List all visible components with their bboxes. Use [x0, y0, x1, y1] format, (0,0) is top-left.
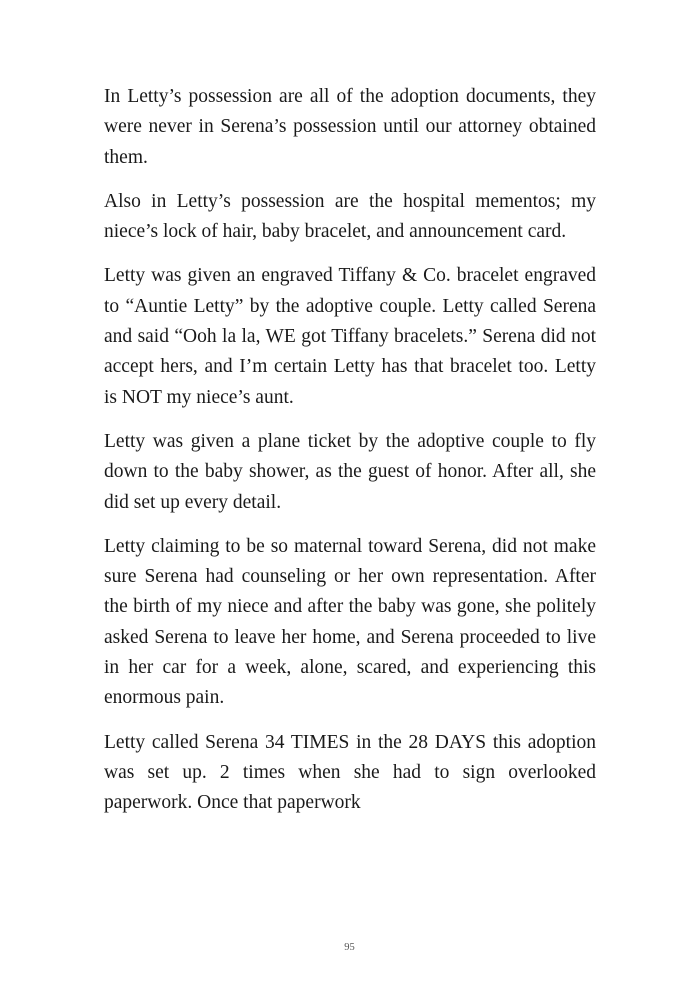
page-number: 95: [344, 942, 355, 953]
body-text: [104, 82, 596, 833]
paragraph-adoption-documents: [104, 82, 596, 173]
paragraph-plane-ticket: [104, 427, 596, 518]
paragraph-text: In Letty’s possession are all of the adoption documents, they were never in Serena’s possession until our attorney obtained them.: [104, 86, 596, 168]
paragraph-text: Letty claiming to be so maternal toward Serena, did not make sure Serena had counseling or her own representation. After the birth of my niece and after the baby was gone, she politely asked Serena to leave her home, and Serena proceeded to live in her car for a week, alone, scared, and experiencing this enormous pain.: [104, 535, 596, 709]
paragraph-phone-calls: [104, 728, 596, 819]
paragraph-counseling: [104, 532, 596, 714]
paragraph-tiffany-bracelet: [104, 261, 596, 412]
paragraph-text: Also in Letty’s possession are the hospital mementos; my niece’s lock of hair, baby bracelet, and announcement card.: [104, 190, 596, 243]
paragraph-hospital-mementos: [104, 187, 596, 248]
paragraph-text: Letty was given an engraved Tiffany & Co. bracelet engraved to “Auntie Letty” by the adoptive couple. Letty called Serena and said “Ooh la la, WE got Tiffany bracelets.” Serena did not accept hers, and I’m certain Letty has that bracelet too. Letty is NOT my niece’s aunt.: [104, 265, 596, 408]
paragraph-text: Letty called Serena 34 TIMES in the 28 DAYS this adoption was set up. 2 times when she had to sign overlooked paperwork. Once that paperwork: [104, 731, 596, 814]
paragraph-text: Letty was given a plane ticket by the adoptive couple to fly down to the baby shower, as the guest of honor. After all, she did set up every detail.: [104, 430, 596, 513]
